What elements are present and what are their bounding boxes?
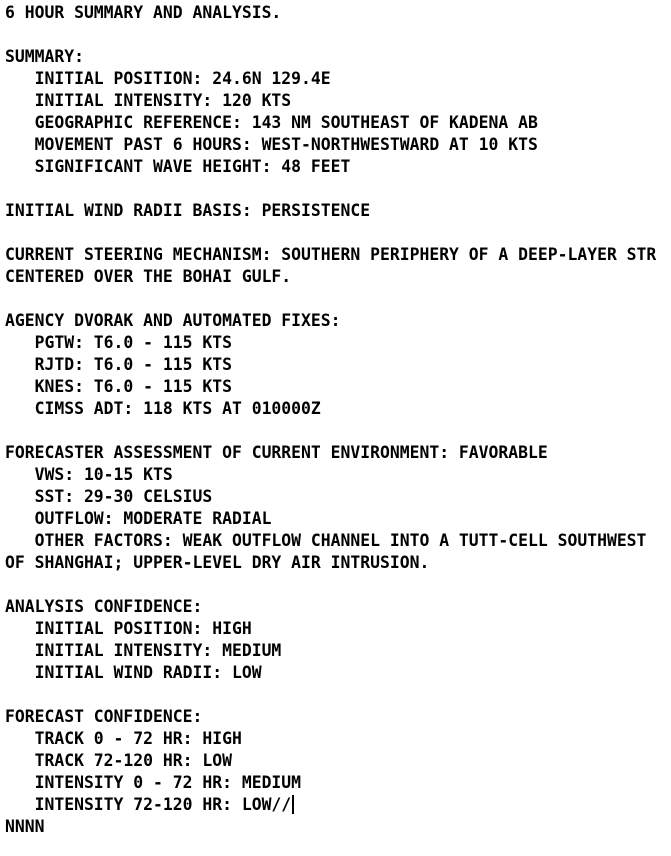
text-line: NNNN: [5, 817, 45, 836]
text-line: 6 HOUR SUMMARY AND ANALYSIS.: [5, 3, 282, 22]
text-line: [5, 222, 671, 244]
text-line: SUMMARY:: [5, 47, 84, 66]
text-line: INITIAL INTENSITY: MEDIUM: [5, 641, 282, 660]
text-line: VWS: 10-15 KTS: [5, 465, 173, 484]
text-line: INITIAL WIND RADII: LOW: [5, 663, 262, 682]
text-line: SIGNIFICANT WAVE HEIGHT: 48 FEET: [5, 157, 351, 176]
text-line: [5, 288, 671, 310]
text-line: INITIAL WIND RADII BASIS: PERSISTENCE: [5, 201, 371, 220]
document-text: [5, 2, 671, 838]
text-line: [5, 574, 671, 596]
text-line: MOVEMENT PAST 6 HOURS: WEST-NORTHWESTWARD AT 10 KTS: [5, 135, 538, 154]
text-line: [5, 178, 671, 200]
text-line: SST: 29-30 CELSIUS: [5, 487, 213, 506]
text-line: OUTFLOW: MODERATE RADIAL: [5, 509, 272, 528]
text-line: CIMSS ADT: 118 KTS AT 010000Z: [5, 399, 321, 418]
text-line: OF SHANGHAI; UPPER-LEVEL DRY AIR INTRUSION.: [5, 553, 430, 572]
text-line: [5, 24, 671, 46]
text-line: INTENSITY 0 - 72 HR: MEDIUM: [5, 773, 302, 792]
text-line: INITIAL INTENSITY: 120 KTS: [5, 91, 292, 110]
text-line: ANALYSIS CONFIDENCE:: [5, 597, 203, 616]
text-line: PGTW: T6.0 - 115 KTS: [5, 333, 232, 352]
text-line: CENTERED OVER THE BOHAI GULF.: [5, 267, 292, 286]
text-line: FORECASTER ASSESSMENT OF CURRENT ENVIRONMENT: FAVORABLE: [5, 443, 548, 462]
text-line: [5, 684, 671, 706]
text-caret: [292, 795, 294, 814]
text-line: FORECAST CONFIDENCE:: [5, 707, 203, 726]
text-line: KNES: T6.0 - 115 KTS: [5, 377, 232, 396]
text-line: GEOGRAPHIC REFERENCE: 143 NM SOUTHEAST OF KADENA AB: [5, 113, 538, 132]
text-line: [5, 420, 671, 442]
text-line: INTENSITY 72-120 HR: LOW//: [5, 794, 671, 816]
text-line: RJTD: T6.0 - 115 KTS: [5, 355, 232, 374]
text-line: AGENCY DVORAK AND AUTOMATED FIXES:: [5, 311, 341, 330]
text-line: INITIAL POSITION: HIGH: [5, 619, 252, 638]
text-line: TRACK 0 - 72 HR: HIGH: [5, 729, 242, 748]
text-line: TRACK 72-120 HR: LOW: [5, 751, 232, 770]
text-line: CURRENT STEERING MECHANISM: SOUTHERN PERIPHERY OF A DEEP-LAYER STR: [5, 245, 657, 264]
text-line: INITIAL POSITION: 24.6N 129.4E: [5, 69, 331, 88]
text-line: OTHER FACTORS: WEAK OUTFLOW CHANNEL INTO A TUTT-CELL SOUTHWEST: [5, 531, 647, 550]
